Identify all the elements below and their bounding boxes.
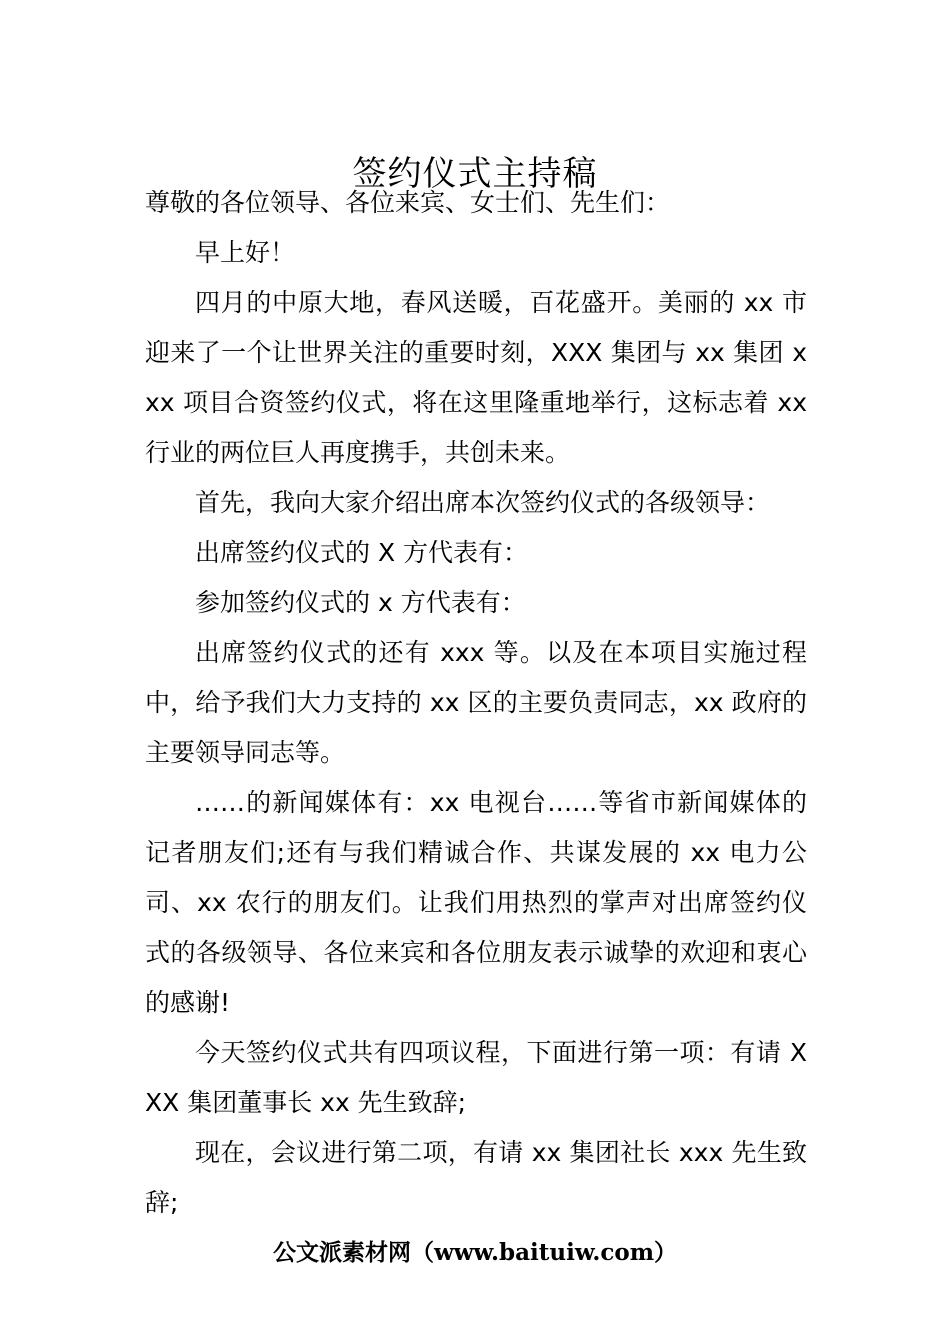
paragraph-media-and-thanks: ……的新闻媒体有：xx 电视台……等省市新闻媒体的记者朋友们;还有与我们精诚合作、共谋发展的 xx 电力公司、xx 农行的朋友们。让我们用热烈的掌声对出席签约仪式的各级领导、各位来宾和各位朋友表示诚挚的欢迎和衷心的感谢! — [145, 788, 807, 1017]
paragraph-opening: 四月的中原大地，春风送暖，百花盛开。美丽的 xx 市迎来了一个让世界关注的重要时刻，XXX 集团与 xx 集团 xxx 项目合资签约仪式，将在这里隆重地举行，这标志着 xx 行业的两位巨人再度携手，共创未来。 — [145, 288, 807, 467]
paragraph-other-attendees: 出席签约仪式的还有 xxx 等。以及在本项目实施过程中，给予我们大力支持的 xx 区的主要负责同志，xx 政府的主要领导同志等。 — [145, 638, 807, 767]
paragraph-greeting: 早上好！ — [195, 238, 296, 267]
paragraph-party-x2-representatives: 参加签约仪式的 x 方代表有： — [195, 588, 526, 617]
paragraph-agenda-item-two: 现在，会议进行第二项，有请 xx 集团社长 xxx 先生致辞; — [145, 1138, 807, 1217]
paragraph-party-x-representatives: 出席签约仪式的 X 方代表有： — [195, 538, 529, 567]
paragraph-agenda-item-one: 今天签约仪式共有四项议程，下面进行第一项：有请 XXX 集团董事长 xx 先生致辞; — [145, 1038, 807, 1117]
document-title: 签约仪式主持稿 — [352, 153, 598, 194]
paragraph-salutation: 尊敬的各位领导、各位来宾、女士们、先生们： — [145, 188, 671, 217]
source-footer: 公文派素材网（www.baituiw.com） — [272, 1239, 678, 1266]
paragraph-introduction: 首先，我向大家介绍出席本次签约仪式的各级领导： — [195, 488, 771, 517]
document-body — [145, 178, 807, 1228]
